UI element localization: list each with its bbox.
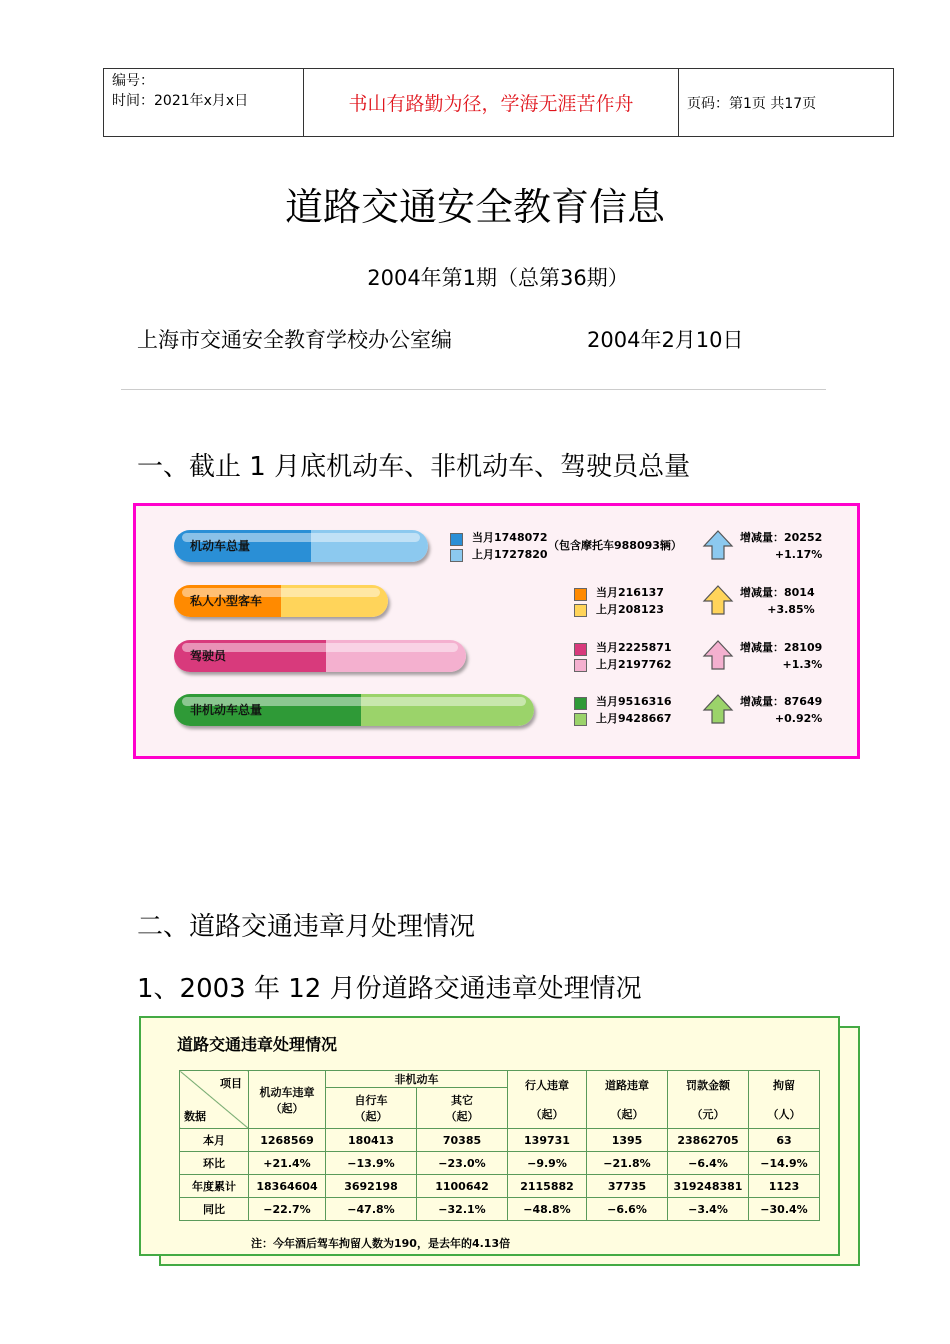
total-bar — [174, 694, 534, 726]
section1-heading: 一、截止 1 月底机动车、非机动车、驾驶员总量 — [137, 452, 691, 482]
col-name: 行人违章 — [525, 1079, 569, 1092]
change-percent: +0.92% — [774, 712, 823, 725]
legend-current-swatch — [574, 643, 587, 656]
row-label: 环比 — [180, 1152, 249, 1175]
up-arrow-icon — [702, 639, 734, 671]
table-cell: −47.8% — [326, 1198, 417, 1221]
row-label: 同比 — [180, 1198, 249, 1221]
col-unit: （起） — [610, 1108, 644, 1121]
table-cell: −6.6% — [587, 1198, 668, 1221]
table-cell: −6.4% — [668, 1152, 749, 1175]
divider — [121, 389, 826, 390]
table-cell: 1100642 — [417, 1175, 508, 1198]
issue-number: 2004年第1期（总第36期） — [367, 266, 629, 290]
table-row — [180, 1175, 820, 1198]
table-cell: −30.4% — [749, 1198, 820, 1221]
legend-current-swatch — [574, 588, 587, 601]
legend-previous-swatch — [574, 659, 587, 672]
up-arrow-icon — [702, 693, 734, 725]
table-cell: −3.4% — [668, 1198, 749, 1221]
col-unit: （起） — [270, 1101, 304, 1115]
table-cell: −48.8% — [508, 1198, 587, 1221]
table-cell: 63 — [749, 1129, 820, 1152]
time-label: 时间：2021年x月x日 — [112, 93, 249, 109]
violations-title: 道路交通违章处理情况 — [177, 1035, 338, 1054]
table-cell: 2115882 — [508, 1175, 587, 1198]
previous-value: 上月9428667 — [596, 712, 672, 725]
row-label: 年度累计 — [180, 1175, 249, 1198]
col-name: 罚款金额 — [686, 1079, 730, 1092]
total-bar-label: 私人小型客车 — [190, 594, 263, 608]
col-header — [249, 1071, 326, 1129]
legend-previous-swatch — [574, 713, 587, 726]
col-unit: （起） — [354, 1110, 388, 1123]
table-cell: −14.9% — [749, 1152, 820, 1175]
month-values — [596, 584, 664, 618]
up-arrow-icon — [702, 529, 734, 561]
table-cell: 180413 — [326, 1129, 417, 1152]
col-name: 自行车 — [354, 1094, 388, 1107]
table-cell: −9.9% — [508, 1152, 587, 1175]
legend-previous-swatch — [450, 549, 463, 562]
col-header — [668, 1071, 749, 1129]
table-cell: −22.7% — [249, 1198, 326, 1221]
previous-value: 上月208123 — [596, 603, 664, 616]
totals-panel — [133, 503, 860, 759]
total-bar-label: 机动车总量 — [190, 539, 251, 553]
table-cell: 1268569 — [249, 1129, 326, 1152]
change-percent: +1.3% — [782, 658, 823, 671]
col-unit: （起） — [445, 1110, 479, 1123]
section2-subheading: 1、2003 年 12 月份道路交通违章处理情况 — [137, 974, 642, 1004]
table-cell: 319248381 — [668, 1175, 749, 1198]
previous-value: 上月2197762 — [596, 658, 672, 671]
month-values — [596, 693, 672, 727]
row-label: 本月 — [180, 1129, 249, 1152]
change-values — [740, 584, 815, 618]
page-number: 页码：第1页 共17页 — [687, 95, 817, 112]
header-left — [104, 69, 304, 136]
table-cell: +21.4% — [249, 1152, 326, 1175]
current-value: 当月9516316 — [596, 695, 672, 708]
table-cell: −32.1% — [417, 1198, 508, 1221]
col-header — [417, 1088, 508, 1129]
up-arrow-icon — [702, 584, 734, 616]
change-amount: 增减量：20252 — [740, 531, 823, 544]
section2-heading: 二、道路交通违章月处理情况 — [137, 912, 476, 942]
total-bar-label: 非机动车总量 — [190, 703, 263, 717]
legend-previous-swatch — [574, 604, 587, 617]
col-header — [587, 1071, 668, 1129]
serial-label: 编号： — [112, 73, 154, 89]
legend-current-swatch — [574, 697, 587, 710]
current-value: 当月2225871 — [596, 641, 672, 654]
group-header: 非机动车 — [326, 1071, 508, 1088]
corner-cell — [180, 1071, 249, 1129]
change-percent: +3.85% — [767, 603, 815, 616]
month-values — [596, 639, 672, 673]
motto: 书山有路勤为径，学海无涯苦作舟 — [304, 69, 679, 136]
corner-top: 项目 — [220, 1077, 242, 1090]
change-values — [740, 693, 822, 727]
extra-note: （包含摩托车988093辆） — [548, 539, 682, 552]
change-amount: 增减量：8014 — [740, 586, 815, 599]
change-amount: 增减量：28109 — [740, 641, 823, 654]
change-values — [740, 529, 822, 563]
col-header — [749, 1071, 820, 1129]
col-header — [326, 1088, 417, 1129]
table-cell: 70385 — [417, 1129, 508, 1152]
table-note: 注：今年酒后驾车拘留人数为190，是去年的4.13倍 — [251, 1237, 511, 1250]
total-bar — [174, 585, 388, 617]
col-unit: （人） — [767, 1108, 801, 1121]
col-header — [508, 1071, 587, 1129]
col-unit: （起） — [530, 1108, 564, 1121]
header-table — [103, 68, 894, 137]
table-cell: 23862705 — [668, 1129, 749, 1152]
doc-title: 道路交通安全教育信息 — [284, 185, 665, 229]
col-name: 拘留 — [773, 1079, 795, 1092]
doc-meta — [137, 324, 744, 354]
col-name: 机动车违章 — [259, 1085, 315, 1099]
violations-table — [179, 1070, 820, 1221]
table-cell: 1395 — [587, 1129, 668, 1152]
col-name: 道路违章 — [605, 1079, 649, 1092]
table-row — [180, 1129, 820, 1152]
current-value: 当月216137 — [596, 586, 664, 599]
violations-panel — [139, 1016, 840, 1256]
table-cell: −13.9% — [326, 1152, 417, 1175]
current-value: 当月1748072 — [472, 531, 548, 544]
change-amount: 增减量：87649 — [740, 695, 823, 708]
legend-current-swatch — [450, 533, 463, 546]
total-bar-label: 驾驶员 — [190, 649, 227, 663]
change-percent: +1.17% — [774, 548, 823, 561]
table-cell: −21.8% — [587, 1152, 668, 1175]
editor: 上海市交通安全教育学校办公室编 — [137, 328, 452, 352]
corner-bottom: 数据 — [184, 1110, 206, 1123]
table-cell: −23.0% — [417, 1152, 508, 1175]
doc-date: 2004年2月10日 — [587, 328, 744, 352]
table-cell: 139731 — [508, 1129, 587, 1152]
col-unit: （元） — [691, 1108, 725, 1121]
table-row — [180, 1198, 820, 1221]
table-cell: 37735 — [587, 1175, 668, 1198]
change-values — [740, 639, 822, 673]
previous-value: 上月1727820 — [472, 548, 548, 561]
table-cell: 18364604 — [249, 1175, 326, 1198]
month-values — [472, 529, 548, 563]
total-bar — [174, 640, 466, 672]
total-bar — [174, 530, 428, 562]
table-row — [180, 1152, 820, 1175]
table-cell: 1123 — [749, 1175, 820, 1198]
col-name: 其它 — [451, 1094, 473, 1107]
table-cell: 3692198 — [326, 1175, 417, 1198]
